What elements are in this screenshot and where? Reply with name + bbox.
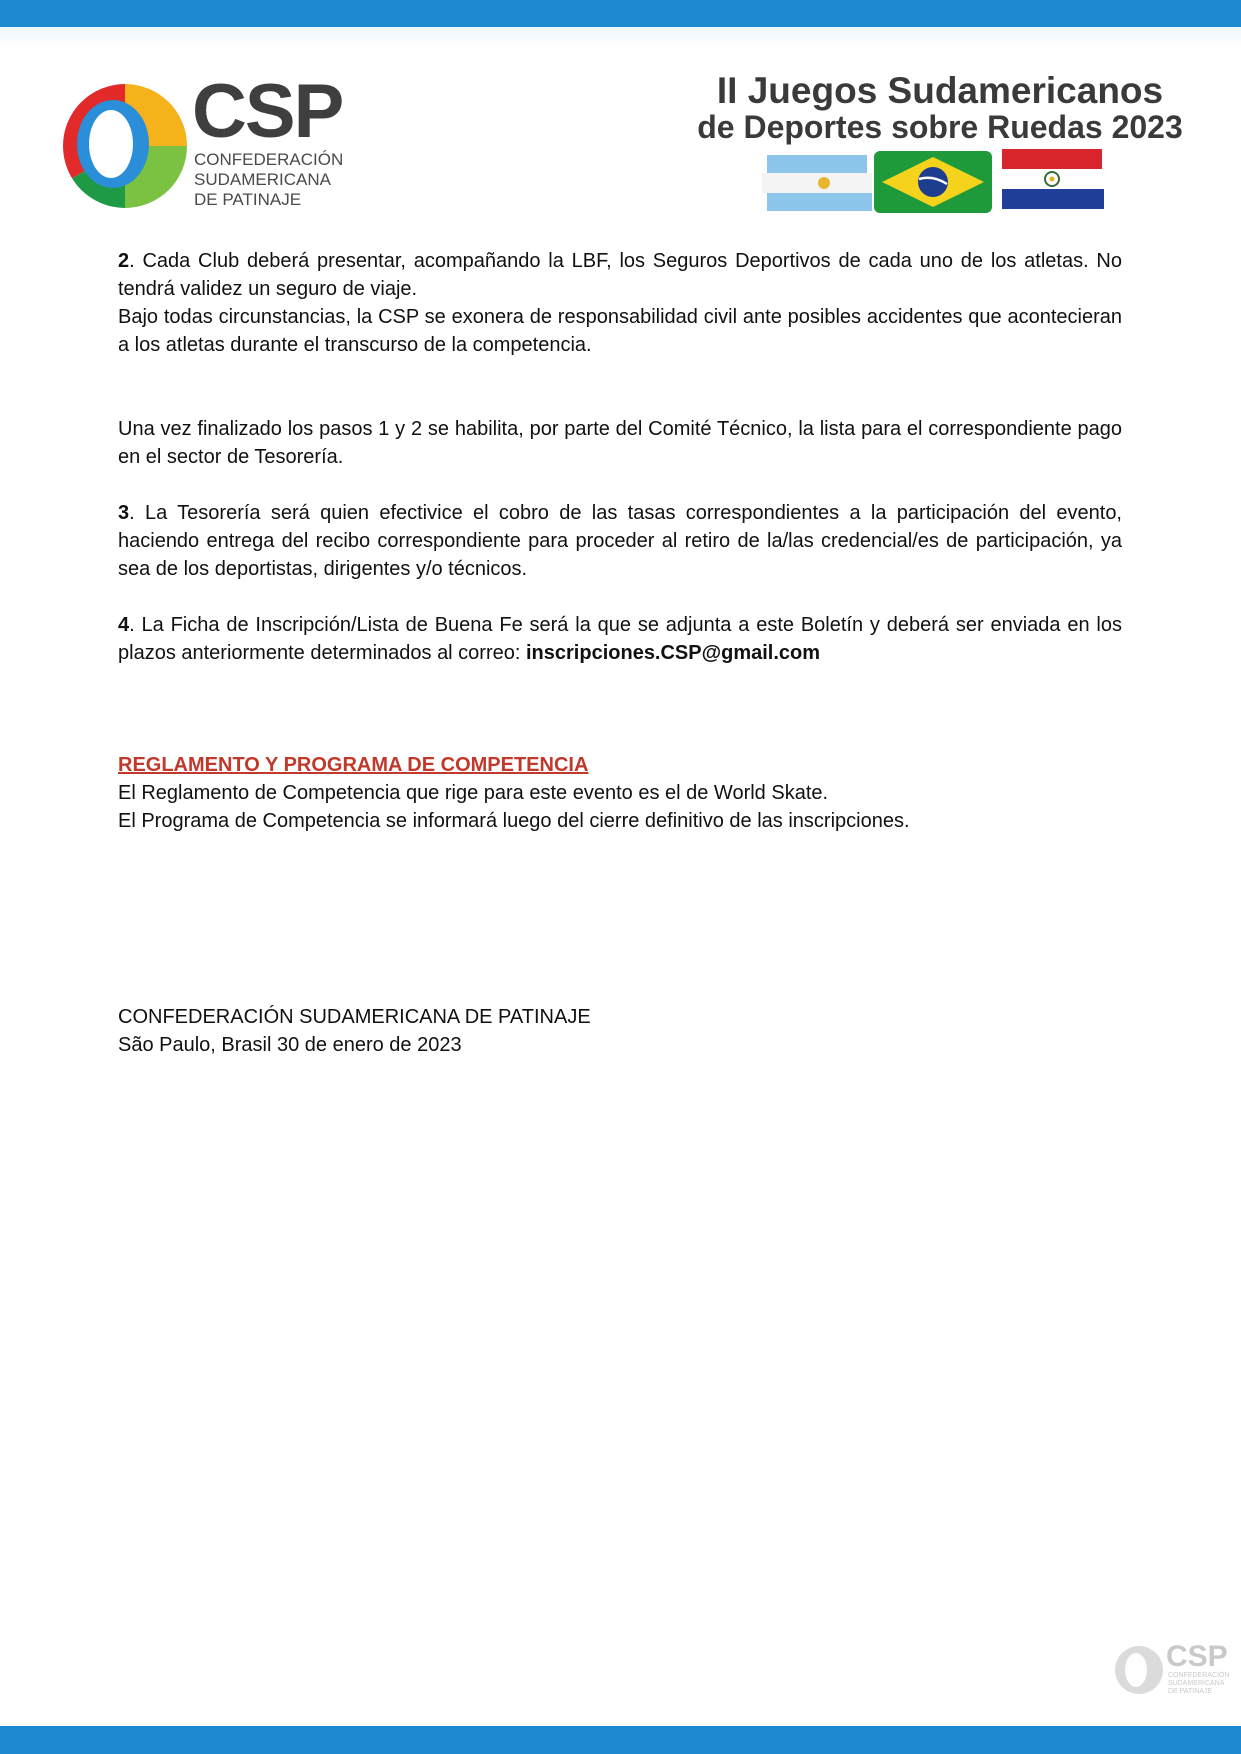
- paragraph-text: . La Ficha de Inscripción/Lista de Buena Fe será la que se adjunta a este Boletín y deberá ser enviada en los plazos anteriormente determinados al correo:: [118, 614, 1122, 664]
- rules-line-2: El Programa de Competencia se informará luego del cierre definitivo de las inscripciones.: [118, 810, 910, 832]
- top-color-band: [0, 0, 1241, 27]
- section-heading: REGLAMENTO Y PROGRAMA DE COMPETENCIA: [118, 754, 589, 776]
- logo-subtitle-line: CONFEDERACIÓN: [194, 150, 344, 169]
- logo-subtitle: [194, 150, 343, 210]
- item-number: 4: [118, 614, 130, 636]
- bottom-color-band: [0, 1726, 1241, 1754]
- document-body: [118, 247, 1122, 1059]
- paragraph-2: [118, 247, 1122, 303]
- brazil-flag-icon: [874, 151, 992, 213]
- signature-place-date: São Paulo, Brasil 30 de enero de 2023: [118, 1034, 462, 1056]
- logo-subtitle-line: SUDAMERICANA: [194, 170, 331, 189]
- flags-strip: [762, 147, 1107, 219]
- event-title-line-1: II Juegos Sudamericanos: [716, 70, 1164, 111]
- logo-wordmark: CSP: [192, 69, 343, 154]
- logo-subtitle-line: DE PATINAJE: [194, 190, 302, 209]
- paragraph-4: [118, 611, 1122, 667]
- item-number: 3: [118, 502, 130, 524]
- argentina-flag-icon: [762, 155, 872, 211]
- signature-org: CONFEDERACIÓN SUDAMERICANA DE PATINAJE: [118, 1006, 591, 1028]
- top-fade: [0, 27, 1241, 47]
- watermark-subtitle: CONFEDERACIÓN SUDAMERICANA DE PATINAJE: [1168, 1672, 1230, 1695]
- paragraph-3: [118, 499, 1122, 583]
- paragraph-text: . La Tesorería será quien efectivice el cobro de las tasas correspondientes a la participación del evento, haciendo entrega del recibo correspondiente para proceder al retiro de la/las credencial/es de participación, ya sea de los deportistas, dirigentes y/o técnicos.: [118, 502, 1122, 580]
- event-title-line-2: de Deportes sobre Ruedas 2023: [697, 108, 1183, 145]
- paragraph-2-extra: Bajo todas circunstancias, la CSP se exonera de responsabilidad civil ante posibles accidentes que acontecieran a los atletas durante el transcurso de la competencia.: [118, 306, 1122, 356]
- watermark-ring-icon: [1114, 1640, 1164, 1700]
- paraguay-flag-icon: [1000, 149, 1104, 209]
- paragraph-text: . Cada Club deberá presentar, acompañando la LBF, los Seguros Deportivos de cada uno de los atletas. No tendrá validez un seguro de viaje.: [118, 250, 1122, 300]
- watermark-wordmark: CSP: [1166, 1640, 1228, 1673]
- item-number: 2: [118, 250, 130, 272]
- watermark-logo: [1114, 1640, 1230, 1704]
- event-title: [680, 72, 1200, 144]
- rules-line-1: El Reglamento de Competencia que rige para este evento es el de World Skate.: [118, 782, 829, 804]
- csp-logo: [63, 69, 344, 224]
- paragraph-steps: Una vez finalizado los pasos 1 y 2 se habilita, por parte del Comité Técnico, la lista para el correspondiente pago en el sector de Tesorería.: [118, 418, 1122, 468]
- email-link[interactable]: inscripciones.CSP@gmail.com: [526, 642, 821, 664]
- csp-ring-icon: [63, 74, 193, 224]
